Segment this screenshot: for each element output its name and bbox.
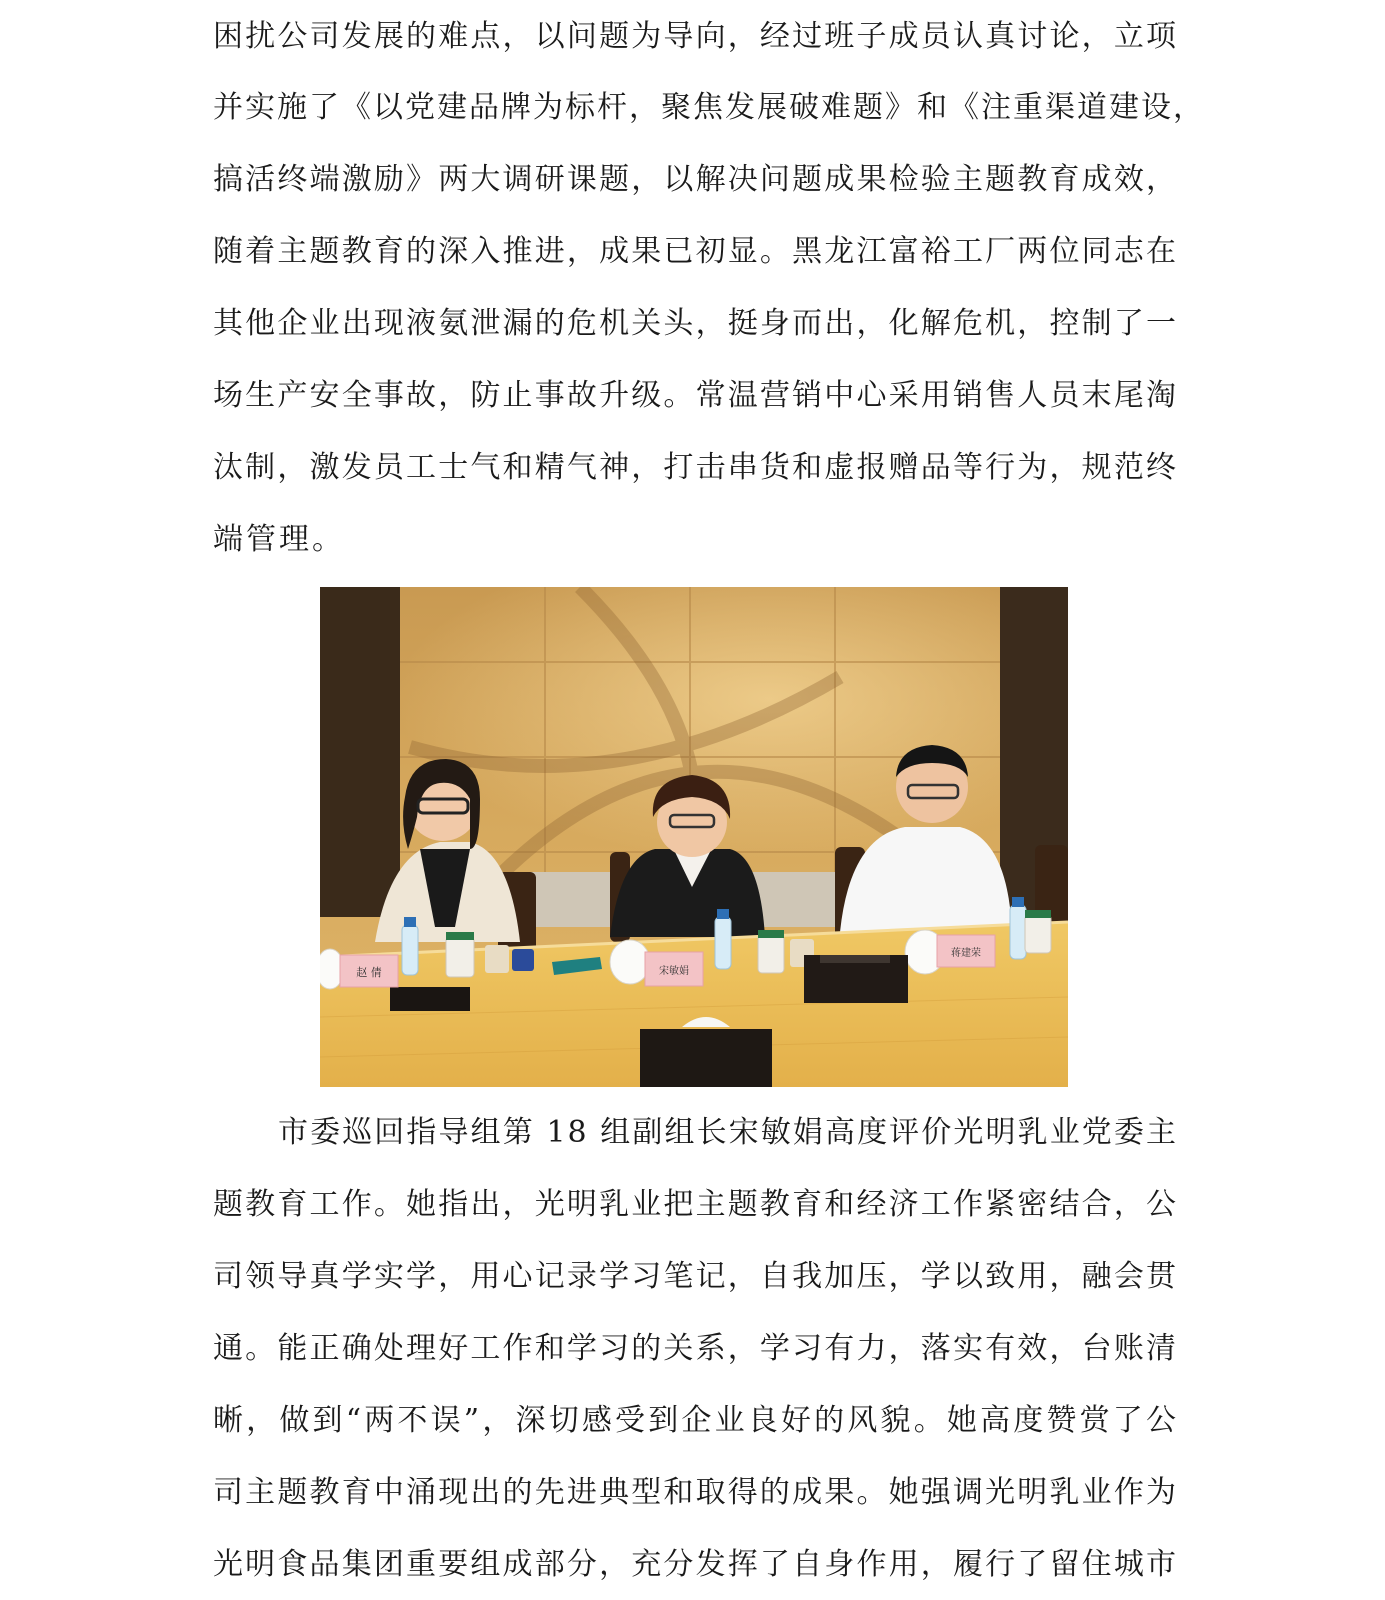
text-line: 搞活终端激励》两大调研课题，以解决问题成果检验主题教育成效， xyxy=(213,162,1178,197)
meeting-photo xyxy=(320,587,1068,1087)
text-line: 场生产安全事故，防止事故升级。常温营销中心采用销售人员末尾淘 xyxy=(213,378,1178,413)
text-line: 困扰公司发展的难点，以问题为导向，经过班子成员认真讨论，立项 xyxy=(213,19,1178,54)
text-line: 并实施了《以党建品牌为标杆，聚焦发展破难题》和《注重渠道建设， xyxy=(213,90,1205,125)
text-line: 通。能正确处理好工作和学习的关系，学习有力，落实有效，台账清 xyxy=(213,1331,1178,1366)
name-card-zhao: 赵 倩 xyxy=(356,966,382,979)
text-line: 晰，做到“两不误”，深切感受到企业良好的风貌。她高度赞赏了公 xyxy=(213,1403,1178,1438)
text-line: 司主题教育中涌现出的先进典型和取得的成果。她强调光明乳业作为 xyxy=(213,1475,1178,1510)
text-line: 司领导真学实学，用心记录学习笔记，自我加压，学以致用，融会贯 xyxy=(213,1259,1178,1294)
text-line: 题教育工作。她指出，光明乳业把主题教育和经济工作紧密结合，公 xyxy=(213,1187,1178,1222)
text-line: 汰制，激发员工士气和精气神，打击串货和虚报赠品等行为，规范终 xyxy=(213,450,1178,485)
text-line: 随着主题教育的深入推进，成果已初显。黑龙江富裕工厂两位同志在 xyxy=(213,234,1178,269)
name-card-jiang: 蒋建荣 xyxy=(951,948,981,959)
text-line: 光明食品集团重要组成部分，充分发挥了自身作用，履行了留住城市 xyxy=(213,1547,1178,1582)
text-line: 市委巡回指导组第 18 组副组长宋敏娟高度评价光明乳业党委主 xyxy=(278,1115,1178,1150)
text-line: 端管理。 xyxy=(213,522,345,557)
text-line: 其他企业出现液氨泄漏的危机关头，挺身而出，化解危机，控制了一 xyxy=(213,306,1178,341)
name-card-song: 宋敏娟 xyxy=(659,966,689,977)
